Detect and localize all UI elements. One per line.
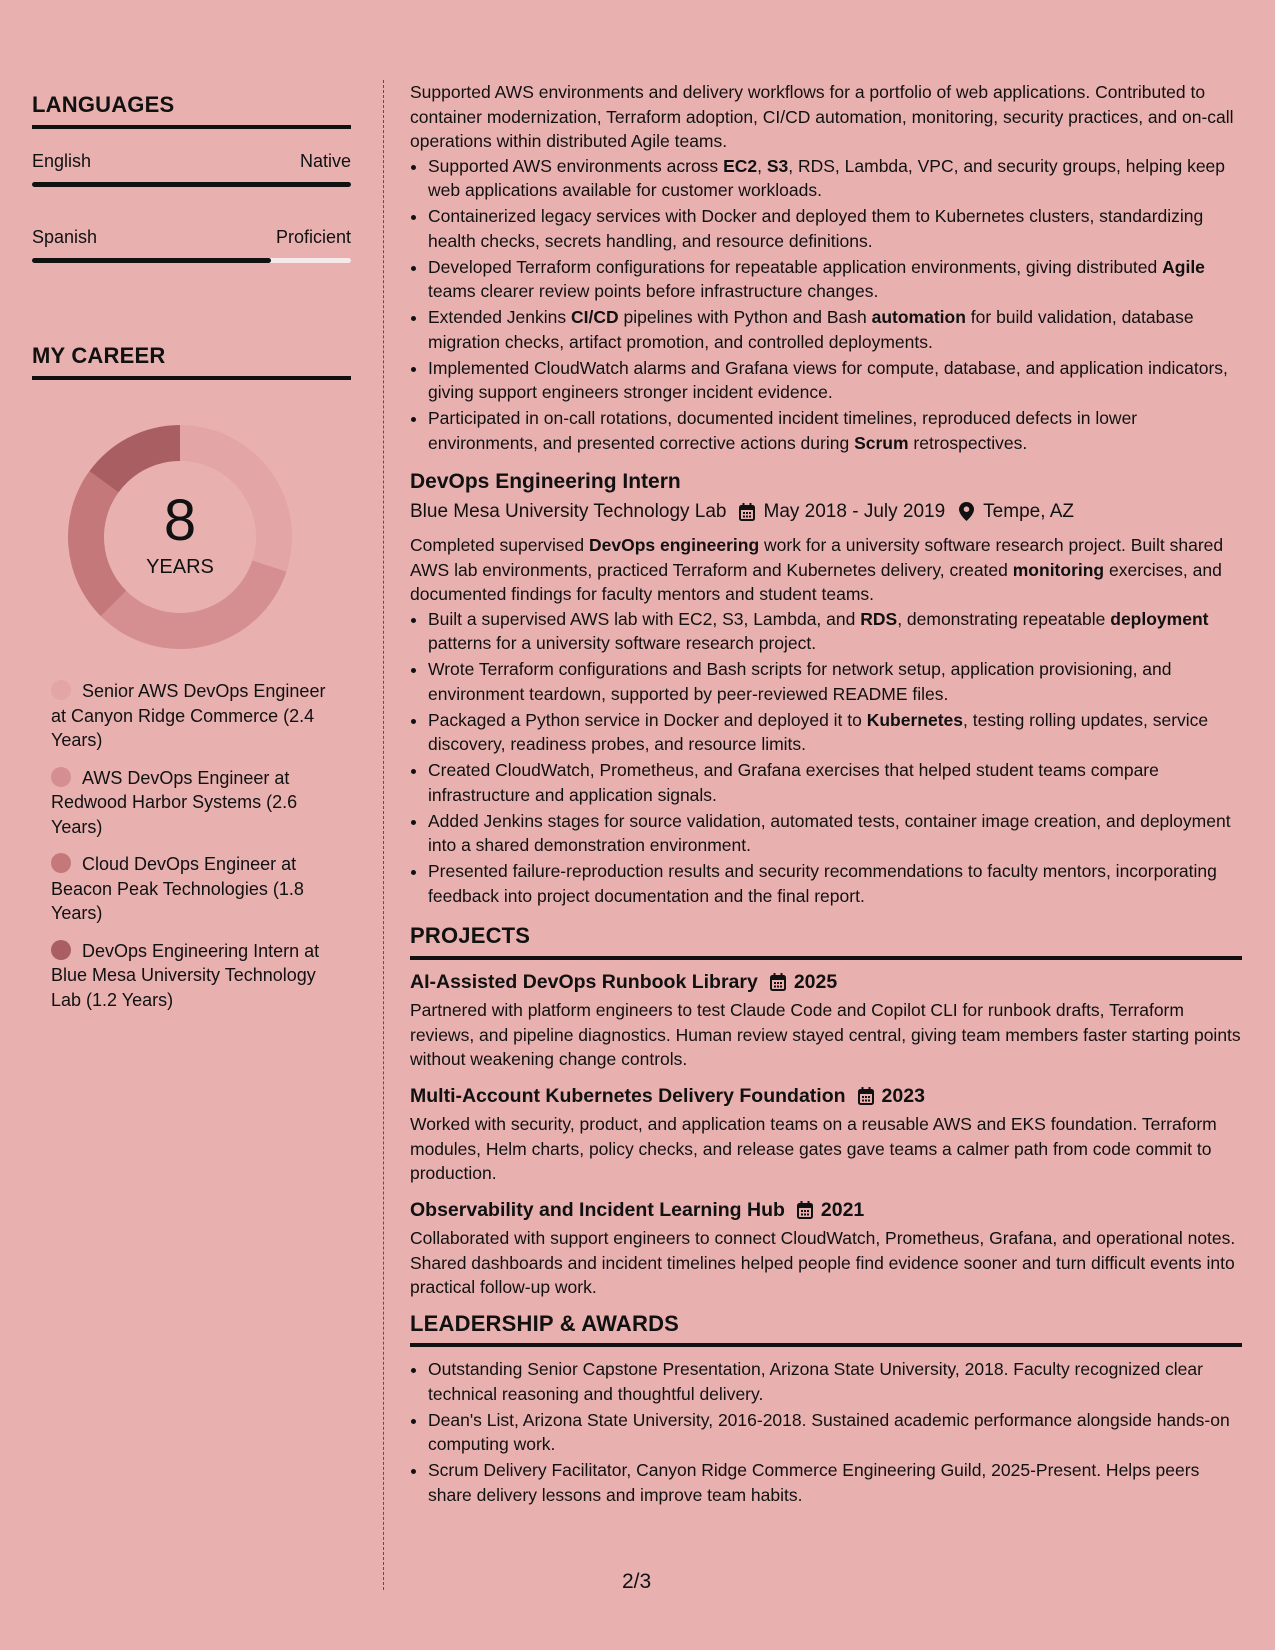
project-name: AI-Assisted DevOps Runbook Library: [410, 970, 758, 993]
left-column: [32, 92, 351, 1025]
language-bar: [32, 182, 351, 187]
career-total-unit: YEARS: [146, 555, 214, 578]
bullet-item: • Dean's List, Arizona State University, 2016-2018. Sustained academic performance alongside hands-on computing work.: [428, 1408, 1242, 1457]
language-bar-fill: [32, 258, 271, 263]
language-bar: [32, 258, 351, 263]
legend-label: AWS DevOps Engineer at Redwood Harbor Systems (2.6 Years): [51, 767, 298, 837]
intern-role: [410, 470, 1242, 908]
career-total-number: 8: [163, 487, 197, 553]
column-divider: [383, 80, 384, 1590]
right-column: [410, 80, 1242, 1509]
calendar-icon: [858, 1087, 874, 1105]
leadership-list: [410, 1357, 1242, 1507]
career-legend: [51, 679, 336, 1012]
language-bar-fill: [32, 182, 351, 187]
project-year: 2021: [820, 1198, 865, 1221]
projects-list: [410, 970, 1242, 1300]
page-number: 2/3: [622, 1570, 652, 1593]
project-title-row: [410, 970, 1242, 995]
project-description: Worked with security, product, and application teams on a reusable AWS and EKS foundation. Terraform modules, Helm charts, policy checks, and release gates gave teams a calmer path from code commit to production.: [410, 1114, 1217, 1183]
legend-item: [51, 679, 336, 753]
calendar-icon: [739, 503, 755, 521]
projects-title: PROJECTS: [410, 924, 1242, 960]
languages-title: LANGUAGES: [32, 92, 351, 129]
career-title: MY CAREER: [32, 343, 351, 380]
legend-label: DevOps Engineering Intern at Blue Mesa University Technology Lab (1.2 Years): [51, 940, 320, 1010]
company-name: Blue Mesa University Technology Lab: [410, 500, 727, 522]
bullet-item: • Extended Jenkins CI/CD pipelines with Python and Bash automation for build validation, database migration checks, artifact promotion, and controlled deployments.: [428, 305, 1242, 354]
project-description: Partnered with platform engineers to test Claude Code and Copilot CLI for runbook drafts, Terraform reviews, and pipeline diagnostics. Human review stayed central, giving team members faster starting points without weakening change controls.: [410, 1000, 1241, 1069]
language-level: Native: [299, 151, 351, 171]
language-name: Spanish: [32, 227, 98, 247]
project-year: 2023: [881, 1084, 925, 1107]
languages-section: [32, 92, 351, 263]
role-dates: May 2018 - July 2019: [763, 500, 946, 522]
role-bullets: [410, 607, 1242, 909]
role-location: Tempe, AZ: [983, 500, 1074, 522]
role-title: DevOps Engineering Intern: [410, 470, 681, 493]
bullet-item: • Developed Terraform configurations for repeatable application environments, giving distributed Agile teams clearer review points before infrastructure changes.: [428, 255, 1242, 304]
legend-dot: [51, 767, 71, 787]
project-description: Collaborated with support engineers to connect CloudWatch, Prometheus, Grafana, and operational notes. Shared dashboards and incident timelines helped people find evidence sooner and turn difficult events into practical follow-up work.: [410, 1228, 1236, 1297]
language-name: English: [32, 151, 92, 171]
calendar-icon: [797, 1201, 813, 1219]
bullet-item: • Created CloudWatch, Prometheus, and Grafana exercises that helped student teams compare infrastructure and application signals.: [428, 758, 1242, 807]
bullet-item: • Participated in on-call rotations, documented incident timelines, reproduced defects in lower environments, and presented corrective actions during Scrum retrospectives.: [428, 406, 1242, 455]
leadership-section: [410, 1312, 1242, 1508]
experience-summary: Supported AWS environments and delivery workflows for a portfolio of web applications. Contributed to container modernization, Terraform adoption, CI/CD automation, monitoring, security practices, and on-call operations within distributed Agile teams.: [410, 82, 1234, 151]
bullet-item: • Built a supervised AWS lab with EC2, S3, Lambda, and RDS, demonstrating repeatable deployment patterns for a university software research project.: [428, 607, 1242, 656]
donut-center: [66, 423, 294, 651]
bullet-item: • Implemented CloudWatch alarms and Grafana views for compute, database, and application indicators, giving support engineers stronger incident evidence.: [428, 356, 1242, 405]
career-donut-chart: [66, 423, 294, 651]
legend-dot: [51, 853, 71, 873]
legend-label: Cloud DevOps Engineer at Beacon Peak Technologies (1.8 Years): [51, 854, 304, 923]
project-title-row: [410, 1198, 1242, 1223]
bullet-item: • Outstanding Senior Capstone Presentation, Arizona State University, 2018. Faculty recognized clear technical reasoning and thoughtful delivery.: [428, 1357, 1242, 1406]
project-item: [410, 1198, 1242, 1300]
legend-item: [51, 766, 336, 840]
calendar-icon: [770, 973, 786, 991]
project-item: [410, 1084, 1242, 1186]
bullet-item: • Containerized legacy services with Docker and deployed them to Kubernetes clusters, standardizing health checks, secrets handling, and resource definitions.: [428, 204, 1242, 253]
project-item: [410, 970, 1242, 1072]
project-title-row: [410, 1084, 1242, 1109]
leadership-title: LEADERSHIP & AWARDS: [410, 1312, 1242, 1348]
role-summary: Completed supervised DevOps engineering work for a university software research project. Built shared AWS lab environments, practiced Terraform and Kubernetes delivery, created monitoring exercises, and documented findings for faculty mentors and student teams.: [410, 535, 1224, 604]
projects-section: [410, 924, 1242, 1300]
language-item: [32, 227, 351, 263]
experience-bullets: [410, 154, 1242, 456]
bullet-item: • Added Jenkins stages for source validation, automated tests, container image creation, and deployment into a shared demonstration environment.: [428, 809, 1242, 858]
bullet-item: • Wrote Terraform configurations and Bash scripts for network setup, application provisioning, and environment teardown, supported by peer-reviewed README files.: [428, 657, 1242, 706]
bullet-item: • Presented failure-reproduction results and security recommendations to faculty mentors, incorporating feedback into project documentation and the final report.: [428, 859, 1242, 908]
legend-label: Senior AWS DevOps Engineer at Canyon Ridge Commerce (2.4 Years): [51, 681, 326, 750]
legend-dot: [51, 940, 71, 960]
legend-item: [51, 939, 336, 1013]
bullet-item: • Scrum Delivery Facilitator, Canyon Ridge Commerce Engineering Guild, 2025-Present. Helps peers share delivery lessons and improve team habits.: [428, 1458, 1242, 1507]
career-section: [32, 343, 351, 1012]
bullet-item: • Supported AWS environments across EC2, S3, RDS, Lambda, VPC, and security groups, helping keep web applications available for customer workloads.: [428, 154, 1242, 203]
project-name: Observability and Incident Learning Hub: [410, 1198, 785, 1221]
language-level: Proficient: [275, 227, 351, 247]
legend-item: [51, 852, 336, 926]
legend-dot: [51, 680, 71, 700]
role-meta: [410, 500, 1242, 525]
project-name: Multi-Account Kubernetes Delivery Foundation: [410, 1084, 846, 1107]
bullet-item: • Packaged a Python service in Docker and deployed it to Kubernetes, testing rolling updates, service discovery, readiness probes, and resource limits.: [428, 708, 1242, 757]
map-pin-icon: [959, 502, 974, 521]
language-item: [32, 151, 351, 187]
project-year: 2025: [793, 970, 838, 993]
